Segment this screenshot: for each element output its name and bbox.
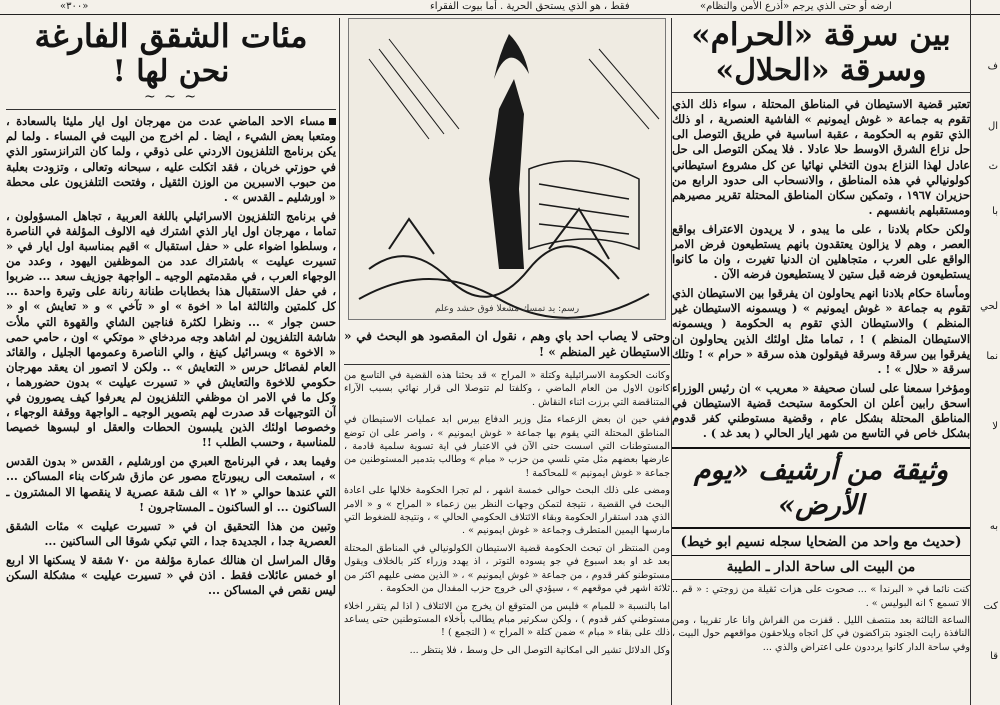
article-paragraph: في برنامج التلفزيون الاسرائيلي باللغة العربية ، تجاهل المسؤولون ، تماما ، مهرجان اول ايار الذي اشترك فيه الالوف المؤلفة في الناصرة ، وسلطوا اضواء على « حفل استقبال » اقيم بمناسبة اول ايار في « تسيرت عيليت » باشتراك عدد من الموظفين اليهود ، وعدد من الوجهاء العرب ، في مقدمتهم الوجيه ـ الواجهة جوزيف سعد ... ضربوا ، في حفل الاستقبال هذا بخطابات طنانة رنانة على وتيرة واحدة ... كل كلمتين والثالثة اما « اخوة » او « تآخي » و « تعايش » او « حسن جوار » ... ونظرا لكثرة فناجين الشاي والقهوة التي ملأت شاشة التلفزيون لم اشاهد وجه مردخاي « موتكي » اون ، حامي حمى « الاخوة » وبسرائيل كينغ ، والي الناصرة وعمومها الجليل ، والقائد العام لفصائل حرس « التعايش » .. ولكن لا اتصور ان يعقد مهرجان حكومي للاخوة والتعايش في « تسيرت عيليت » بدون حضورهما ، وكل ما في الامر ان موظفي التلفزيون لم يعرفوا كيف يصورون في آن التوجيهات قد صدرت لهم بتصوير الوجيه ـ الواجهة ووقفة الوجهاء ، وخصوصا اولئك الذين يلبسون الحطات والعقل او لبسوها خصيصا للمناسبة ، وحسب الطلب !! <box>6 208 336 450</box>
edge-fragment: كت <box>983 601 998 612</box>
column-rule-edge <box>970 0 971 705</box>
article-headline-line2: نحن لها ! <box>112 53 230 89</box>
edge-fragment: ال <box>987 121 998 132</box>
article-paragraph <box>6 114 336 205</box>
top-strip-center-text: فقط ، هو الذي يستحق الحرية . أما بيوت الفقراء <box>430 1 630 12</box>
top-strip-right-text: ارضه أو حتى الذي يرجم «أذرع الأمن والنظام» <box>700 1 892 12</box>
article-paragraph: ومن المنتظر ان تبحث الحكومة قضية الاستيطان الكولونيالي في المناطق المحتلة بعد غد او بعد اسبوع في جو يسوده التوتر ، اذ يهدد وزراء كثر بالخلاف ويقول مستوطنو كفر قدوم ، من جماعة « غوش ايمونيم » ، « الذين مضى عليهم اكثر من ثلاثة اشهر في موقعهم » ، سيؤدي الى خروج حزب المفدال من الحكومة . <box>344 542 670 595</box>
feature-location: من البيت الى ساحة الدار ـ الطيبة <box>672 555 970 580</box>
article-paragraph: وتبين من هذا التحقيق ان في « تسيرت عيليت » مئات الشقق العصرية جدا ، الجديدة جدا ، التي تبكي شوقا الى الساكنين ... <box>6 518 336 548</box>
column-rule-left <box>339 18 340 705</box>
illustration-label: رسم: يد تمسك مشعلا فوق حشد وعلم <box>434 304 580 314</box>
illustration-caption: وحتى لا يصاب احد باي وهم ، نقول ان المقصود هو البحث في « الاستيطان غير المنظم » ! <box>344 329 670 359</box>
edge-fragment: ف <box>987 61 998 72</box>
feature-paragraph: الساعة الثالثة بعد منتصف الليل . قفزت من الفراش وانا عار تقريبا ، ومن النافذة رايت الجنود بتراكضون في كل اتجاه ويلاحقون مواقعهم حول البيت ، وفي ساحة الدار كانوا يرددون على اعتراض والذي ... <box>672 614 970 653</box>
edge-fragment: ث <box>988 161 998 172</box>
article-paragraph: ولكن حكام بلادنا ، على ما يبدو ، لا يريدون الاعتراف بواقع العصر ، وهم لا يزالون يعتقدون بانهم يستطيعون فرض الامر الواقع على العرب ، متجاهلين ان الدنيا تغيرت ، وان ما كانوا يستطيعون فرضه قبل ستين لا يستطيعون فرضه الآن . <box>672 221 970 282</box>
divider <box>6 109 336 110</box>
feature-title: وثيقة من أرشيف «يوم الأرض» <box>693 455 949 522</box>
article-paragraph: ومؤخرا سمعنا على لسان صحيفة « معريب » ان رئيس الوزراء اسحق رابين أعلن ان الحكومة ستبحث قضية الاستيطان في المناطق المحتلة بشكل عام ، وقضية مستوطني كفر قدوم بشكل خاص في التاسع من شهر ايار الحالي ( بعد غد ) . <box>672 380 970 441</box>
top-strip <box>0 0 1000 15</box>
feature-header <box>672 447 970 529</box>
article-headline-line1: بين سرقة «الحرام» <box>691 18 951 53</box>
edge-fragment: نما <box>986 351 998 362</box>
article-settlement-theft <box>672 18 970 705</box>
divider <box>672 92 970 93</box>
top-strip-left-text: «٣٠٠» <box>60 1 89 12</box>
feature-paragraph: كنت نائما في « البرندا » ... صحوت على هزات ثقيلة من زوجتي : « قم .. الا تسمع ؟ انه البوليس » . <box>672 584 970 609</box>
paragraph-text: مساء الاحد الماضي عدت من مهرجان اول ايار مليئا بالسعادة ، ومتعبا بعض الشيء ، ايضا . لم اخرج من البيت في المساء . ولما لم يكن برنامج التلفزيون الاردني على ذوقي ، ولما كان الترانزستور الذي في حوزتي خربان ، فقد اتكلت عليه ، سبحانه وتعالى ، وتزودت بعلبة من حبوب الاسبرين من الوزن الثقيل ، وفتحت التلفزيون على محطة « اورشليم ـ القدس » . <box>6 114 336 204</box>
article-paragraph: اما بالنسبة « للمبام » فليس من المتوقع ان يخرج من الائتلاف ( اذا لم يتقرر اخلاء مستوطني كفر قدوم ) ، ولكن سكرتير مبام يطالب بأخلاء المستوطنين حتى يساعد ذلك على بقاء « مبام » ضمن كتلة « المراح » ( التجمع ) ! <box>344 600 670 639</box>
bullet-icon <box>329 118 336 125</box>
torch-illustration <box>348 18 666 320</box>
edge-fragment: لا <box>992 421 998 432</box>
article-paragraph: تعتبر قضية الاستيطان في المناطق المحتلة ، سواء ذلك الذي تقوم به جماعة « غوش ايمونيم » الفاشية العنصرية ، او ذلك الذي تقوم به الحكومة ، عقبة اساسية في طريق التوصل الى حل نزاع الشرق الاوسط حلا عادلا . فلا يمكن التوصل الى حل عادل لهذا النزاع بدون التخلي نهائيا عن كل مشروع استيطاني كولونيالي في هذه المناطق ، والانسحاب الى حدود الرابع من حزيران ١٩٦٧ ، وتمكين سكان المناطق المحتلة تقرير مصيرهم ومستقبلهم بانفسهم . <box>672 97 970 217</box>
article-paragraph: وفيما بعد ، في البرنامج العبري من اورشليم ، القدس « بدون القدس » ، استمعت الى ريبورتاج مصور عن مازق شركات بناء المساكن ... التي عندها حوالي « ١٢ » الف شقة عصرية لا ينقصها الا المشترون ـ الساكنون ... او الساكنون ـ المستاجرون ! <box>6 454 336 514</box>
article-paragraph: وكل الدلائل تشير الى امكانية التوصل الى حل وسط ، فلا ينتظر ... <box>409 644 670 656</box>
edge-fragment: به <box>989 521 998 532</box>
article-headline-line2: وسرقة «الحلال» <box>715 52 927 88</box>
article-headline-line1: مئات الشقق الفارغة <box>34 18 308 55</box>
article-paragraph: ومضى على ذلك البحث حوالى خمسة اشهر ، لم تجرا الحكومة خلالها على اعادة البحث في القضية ، نتيجة لتمكن وجهات النظر بين زعماء « المراح » و « الامر الذي هدد استقرار الحكومة وبقاء الائتلاف الحكومي الحالي » ، ونتيجة للضغوط التي مارسها اليمين المتطرف وجماعة « غوش ايمونيم » . <box>344 485 670 537</box>
edge-column-fragments <box>972 0 1000 687</box>
edge-fragment: قا <box>990 651 998 662</box>
article-empty-apartments <box>6 18 336 705</box>
divider <box>344 364 670 365</box>
article-paragraph: ففي حين ان بعض الزعماء مثل وزير الدفاع بيرس ابد عمليات الاستيطان في المناطق المحتلة التي يقوم بها جماعة « غوش ايمونيم » ، واصر على ان توضع المستوطنات التي اسست حتى الآن في الاعتبار في اية تسوية سلمية قادمة ، عارضها بعضهم مثل متي نلسي من حزب « مبام » وطالب بتدمير المستوطنين من جماعة « غوش ايمونيم » للمحاكمة ! <box>344 414 670 479</box>
feature-subtitle: (حديث مع واحد من الضحايا سجله نسيم ابو خيط) <box>680 534 962 551</box>
edge-fragment: لحي <box>980 301 998 312</box>
article-settlement-debate <box>344 18 670 705</box>
article-paragraph: وقال المراسل ان هنالك عمارة مؤلفة من ٧٠ شقة لا يسكنها الا اربع او خمس عائلات فقط . اذن في « تسيرت عيليت » مشكلة السكن ليس نقص في المساكن ... <box>6 552 336 598</box>
headline-decoration: ~ ~ ~ <box>143 89 199 106</box>
article-paragraph: وكانت الحكومة الاسرائيلية وكتلة « المراح » قد بحثنا هذه القضية في التاسع من كانون الاول من العام الماضي ، وكلفتا لم تتوصلا الى قرار نهائي بسبب الآراء المتناقضة التي برزت اثناء النقاش . <box>344 370 670 408</box>
article-paragraph: ومأساة حكام بلادنا انهم يحاولون ان يفرقوا بين الاستيطان الذي تقوم به جماعة « غوش ايمونيم » ( ويسمونه الاستيطان غير المنظم ) والاستيطان الذي تقوم به الحكومة ( ويسمونه الاستيطان المنظم ) ! ، تماما مثل اولئك الذين يحاولون ان يفرقوا بين سرقة وسرقة فيقولون هذه سرقة « حرام » ! وتلك سرقة « حلال » ! . <box>672 286 970 376</box>
edge-fragment: با <box>992 206 998 217</box>
